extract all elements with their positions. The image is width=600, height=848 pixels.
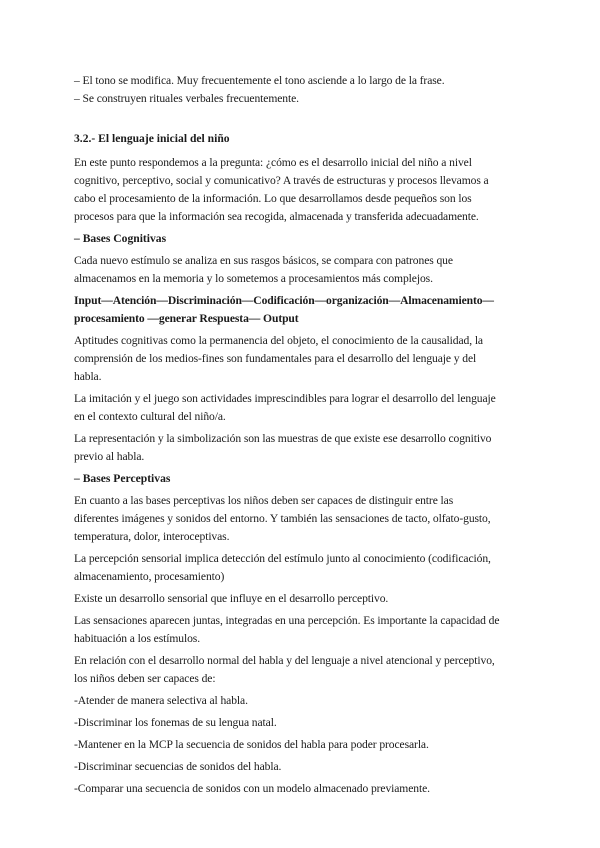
list-item: -Discriminar los fonemas de su lengua natal. [74,716,277,729]
text-line: en el contexto cultural del niño/a. [74,410,226,423]
abilities-list-item [74,736,530,754]
text-line: almacenamiento, procesamiento) [74,570,225,583]
text-line: comprensión de los medios-fines son fundamentales para el desarrollo del lenguaje y del [74,352,477,365]
flow-line: procesamiento —generar Respuesta— Output [74,312,299,325]
cognitive-paragraph-1 [74,252,530,288]
list-item: -Comparar una secuencia de sonidos con un modelo almacenado previamente. [74,782,430,795]
text-line: habituación a los estímulos. [74,632,200,645]
text-line: Existe un desarrollo sensorial que influye en el desarrollo perceptivo. [74,592,389,605]
text-line: previo al habla. [74,450,145,463]
text-line: procesos para que la información sea recogida, almacenada y transferida adecuadamente. [74,210,479,223]
list-item: -Atender de manera selectiva al habla. [74,694,248,707]
list-item: -Mantener en la MCP la secuencia de sonidos del habla para poder procesarla. [74,738,429,751]
perceptive-paragraph-3 [74,590,530,608]
cognitive-paragraph-3 [74,390,530,426]
perceptive-paragraph-2 [74,550,530,586]
text-line: La representación y la simbolización son las muestras de que existe ese desarrollo cognitivo [74,432,492,445]
abilities-list-item [74,758,530,776]
text-line: Las sensaciones aparecen juntas, integradas en una percepción. Es importante la capacidad de [74,614,500,627]
text-line: cognitivo, perceptivo, social y comunicativo? A través de estructuras y procesos llevamos a [74,174,489,187]
text-line: En relación con el desarrollo normal del habla y del lenguaje a nivel atencional y perceptivo, [74,654,495,667]
section-heading: 3.2.- El lenguaje inicial del niño [74,132,230,145]
text-line: almacenamos en la memoria y lo sometemos a procesamientos más complejos. [74,272,433,285]
text-line: diferentes imágenes y sonidos del entorno. Y también las sensaciones de tacto, olfato-gusto, [74,512,491,525]
text-line: habla. [74,370,102,383]
list-item: -Discriminar secuencias de sonidos del habla. [74,760,282,773]
abilities-list-item [74,780,530,798]
intro-line-1: – El tono se modifica. Muy frecuentemente el tono asciende a lo largo de la frase. [74,74,445,87]
flow-line: Input—Atención—Discriminación—Codificación—organización—Almacenamiento— [74,294,494,307]
intro-line-2: – Se construyen rituales verbales frecuentemente. [74,92,299,105]
perceptive-paragraph-4 [74,612,530,648]
document-page [74,72,530,802]
subheading-cognitive: – Bases Cognitivas [74,232,167,245]
perceptive-paragraph-5 [74,652,530,688]
cognitive-paragraph-2 [74,332,530,386]
text-line: En cuanto a las bases perceptivas los niños deben ser capaces de distinguir entre las [74,494,454,507]
abilities-list-item [74,714,530,732]
text-line: Aptitudes cognitivas como la permanencia del objeto, el conocimiento de la causalidad, la [74,334,483,347]
cognitive-paragraph-4 [74,430,530,466]
perceptive-paragraph-1 [74,492,530,546]
section-paragraph-1 [74,154,530,226]
text-line: los niños deben ser capaces de: [74,672,216,685]
subheading-perceptive: – Bases Perceptivas [74,472,171,485]
process-flow [74,292,530,328]
text-line: Cada nuevo estímulo se analiza en sus rasgos básicos, se compara con patrones que [74,254,453,267]
text-line: La imitación y el juego son actividades imprescindibles para lograr el desarrollo del lenguaje [74,392,496,405]
text-line: cabo el procesamiento de la información. Lo que desarrollamos desde pequeños son los [74,192,472,205]
text-line: En este punto respondemos a la pregunta: ¿cómo es el desarrollo inicial del niño a nivel [74,156,472,169]
text-line: La percepción sensorial implica detección del estímulo junto al conocimiento (codificación, [74,552,491,565]
abilities-list-item [74,692,530,710]
text-line: temperatura, dolor, interoceptivas. [74,530,230,543]
